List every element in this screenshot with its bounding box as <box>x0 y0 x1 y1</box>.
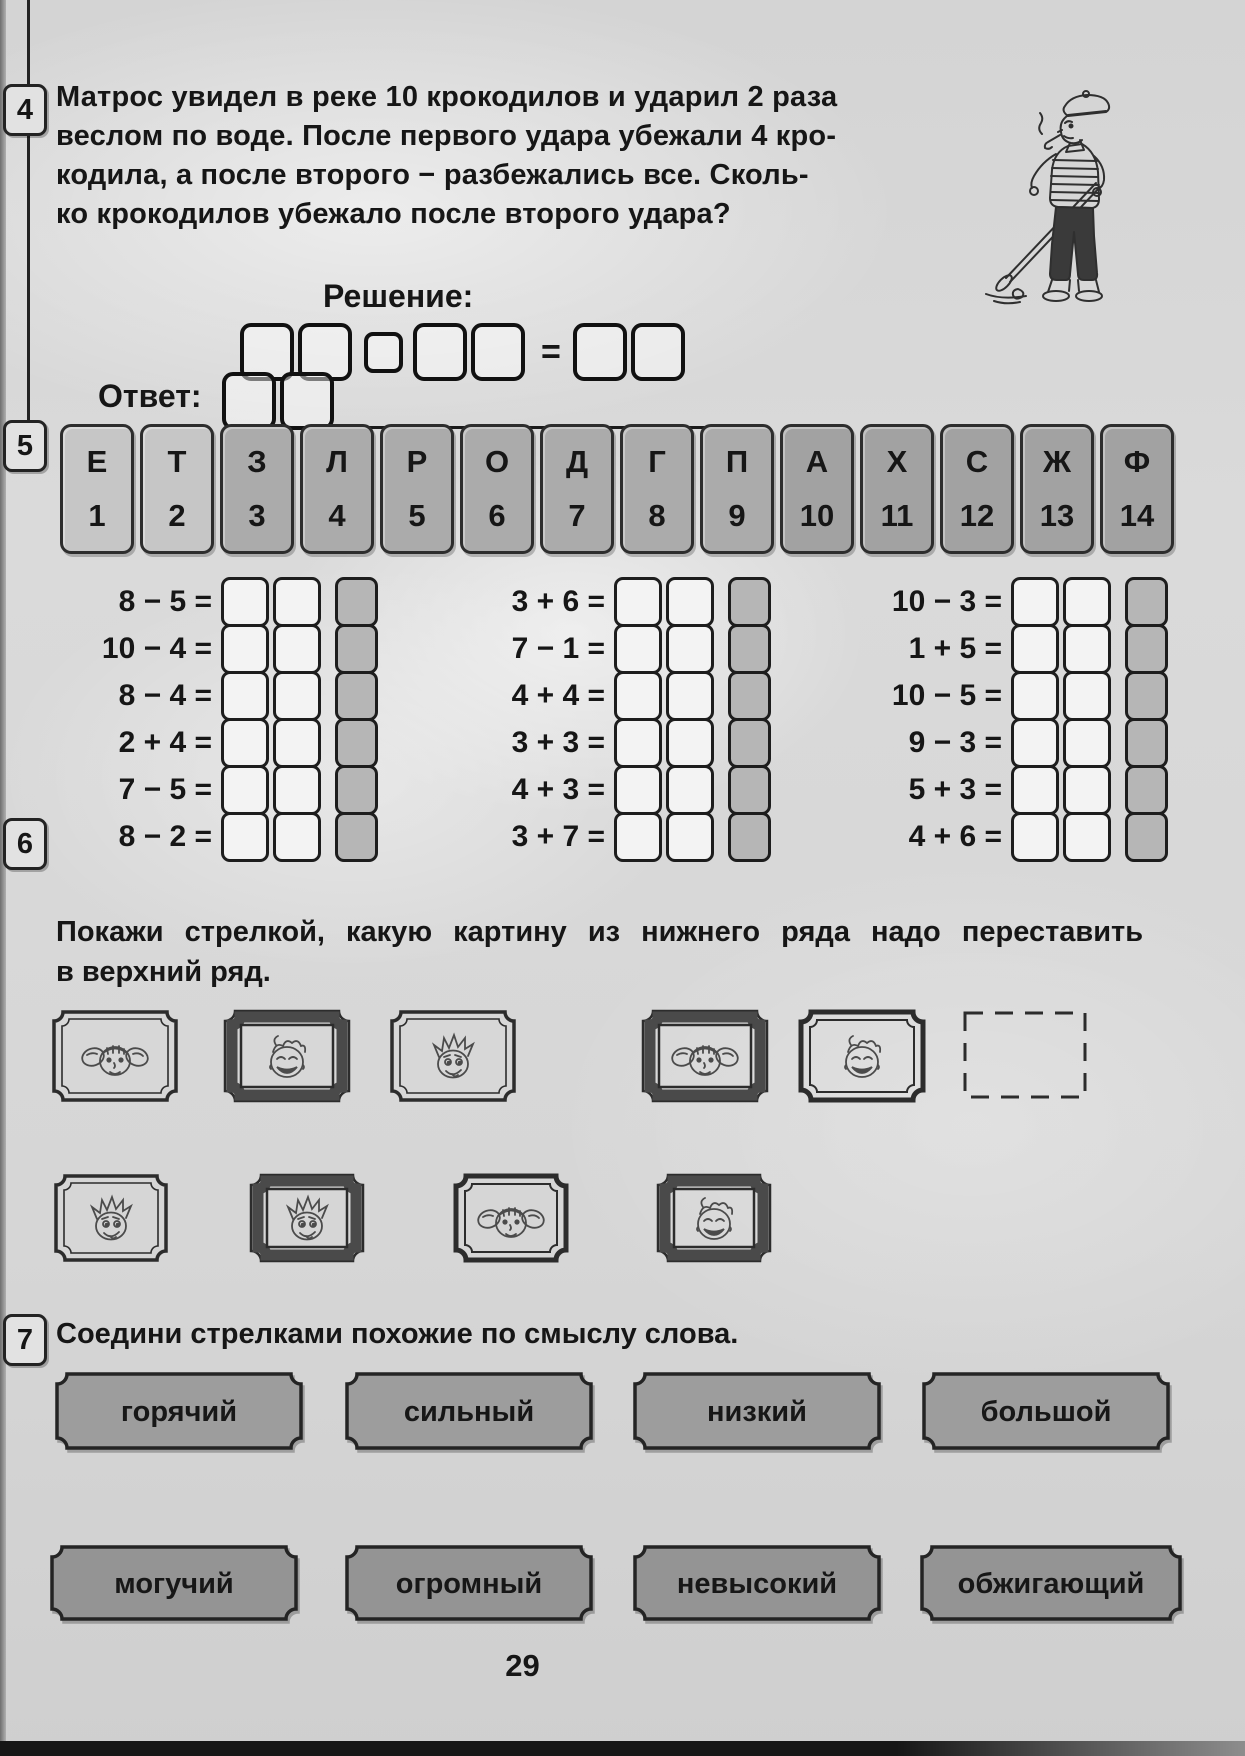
letter-answer-box[interactable] <box>1125 765 1168 815</box>
letter-number-cell <box>220 424 294 554</box>
digit-answer-box[interactable] <box>1011 812 1059 862</box>
task6-instruction-text <box>56 912 1211 992</box>
picture-frame-girl[interactable] <box>452 1172 570 1269</box>
cell-number: 7 <box>568 497 586 533</box>
letter-answer-box[interactable] <box>1125 624 1168 674</box>
letter-answer-box[interactable] <box>335 765 378 815</box>
task4-text-line: кодила, а после второго − разбежались все. Сколь- <box>56 159 809 191</box>
task6-number-badge <box>3 818 47 870</box>
page-number: 29 <box>505 1648 540 1683</box>
cell-letter: С <box>965 444 989 480</box>
task7-instruction-text: Соедини стрелками похожие по смыслу слова. <box>56 1318 739 1350</box>
digit-answer-box[interactable] <box>273 671 321 721</box>
margin-rule <box>27 0 30 470</box>
svg-text:горячий: горячий <box>120 1396 238 1428</box>
digit-answer-box[interactable] <box>1063 577 1111 627</box>
digit-answer-box[interactable] <box>666 671 714 721</box>
equation-text: 4 + 4 = <box>511 678 605 712</box>
cell-number: 1 <box>88 497 106 533</box>
equation-text: 10 − 5 = <box>891 678 1002 712</box>
answer-box[interactable] <box>280 372 334 430</box>
equation-row <box>60 672 378 719</box>
words-top-row <box>0 1372 1245 1452</box>
svg-text:обжигающий: обжигающий <box>957 1568 1145 1600</box>
task5-number-badge <box>3 420 47 472</box>
pictures-bottom-row <box>0 1172 1245 1266</box>
digit-answer-box[interactable] <box>666 812 714 862</box>
task6-number: 6 <box>16 827 34 860</box>
letter-answer-box[interactable] <box>335 812 378 862</box>
equation-row <box>840 813 1168 860</box>
equation-text: 9 − 3 = <box>908 725 1002 759</box>
equation-text: 10 − 4 = <box>101 631 212 665</box>
digit-answer-box[interactable] <box>1063 812 1111 862</box>
cell-number: 13 <box>1039 497 1075 533</box>
digit-answer-box[interactable] <box>1011 671 1059 721</box>
picture-frame-spiky[interactable] <box>52 1172 170 1269</box>
solution-box[interactable] <box>471 323 525 381</box>
page-bottom-bar <box>0 1741 1245 1756</box>
cell-number: 14 <box>1119 497 1155 533</box>
cell-number: 9 <box>728 497 746 533</box>
cell-letter: Е <box>86 444 108 480</box>
equation-column <box>420 578 771 860</box>
letter-number-cell <box>1100 424 1174 554</box>
equation-row <box>60 766 378 813</box>
pictures-top-row <box>0 1008 1245 1106</box>
task4-text-line: веслом по воде. После первого удара убежали 4 кро- <box>56 120 837 152</box>
cell-letter: Р <box>406 444 428 480</box>
letter-number-cell <box>620 424 694 554</box>
equation-text: 1 + 5 = <box>908 631 1002 665</box>
sailor-illustration <box>972 86 1147 321</box>
picture-frame-spiky[interactable] <box>388 1008 518 1109</box>
page-edge-shadow <box>0 0 6 1742</box>
letter-answer-box[interactable] <box>335 671 378 721</box>
letter-answer-box[interactable] <box>728 671 771 721</box>
letter-number-cell <box>60 424 134 554</box>
cell-letter: О <box>484 444 510 480</box>
letter-number-key-table <box>60 424 1174 554</box>
cell-number: 10 <box>799 497 835 533</box>
word-plaque[interactable] <box>633 1545 881 1626</box>
picture-frame-empty-slot[interactable] <box>960 1008 1090 1109</box>
equation-text: 3 + 7 = <box>511 819 605 853</box>
digit-answer-box[interactable] <box>614 765 662 815</box>
letter-answer-box[interactable] <box>1125 718 1168 768</box>
cell-number: 12 <box>959 497 995 533</box>
digit-answer-box[interactable] <box>614 671 662 721</box>
answer-label: Ответ: <box>98 378 202 414</box>
cell-number: 5 <box>408 497 426 533</box>
letter-answer-box[interactable] <box>1125 577 1168 627</box>
digit-answer-box[interactable] <box>221 765 269 815</box>
svg-text:невысокий: невысокий <box>676 1568 838 1600</box>
letter-number-cell <box>460 424 534 554</box>
picture-frame-girl[interactable] <box>640 1008 770 1109</box>
equation-row <box>420 719 771 766</box>
equation-text: 3 + 3 = <box>511 725 605 759</box>
digit-answer-box[interactable] <box>614 718 662 768</box>
equation-row <box>420 766 771 813</box>
digit-answer-box[interactable] <box>273 765 321 815</box>
word-plaque[interactable] <box>50 1545 298 1626</box>
digit-answer-box[interactable] <box>273 718 321 768</box>
task4-number: 4 <box>16 93 34 126</box>
cell-letter: Г <box>648 444 666 480</box>
equation-row <box>420 578 771 625</box>
solution-label: Решение: <box>323 278 474 314</box>
word-plaque[interactable] <box>345 1372 593 1455</box>
digit-answer-box[interactable] <box>1011 718 1059 768</box>
letter-answer-box[interactable] <box>335 577 378 627</box>
equations-grid <box>0 578 1245 868</box>
letter-number-cell <box>860 424 934 554</box>
digit-answer-box[interactable] <box>1011 765 1059 815</box>
equation-row <box>60 625 378 672</box>
equation-text: 8 − 4 = <box>118 678 212 712</box>
letter-answer-box[interactable] <box>728 718 771 768</box>
letter-answer-box[interactable] <box>335 624 378 674</box>
cell-letter: А <box>805 444 829 480</box>
digit-answer-box[interactable] <box>614 577 662 627</box>
cell-number: 6 <box>488 497 506 533</box>
equation-row <box>60 719 378 766</box>
equation-row <box>420 625 771 672</box>
cell-letter: З <box>247 444 267 480</box>
cell-letter: П <box>725 444 749 480</box>
digit-answer-box[interactable] <box>614 624 662 674</box>
equation-row <box>60 578 378 625</box>
digit-answer-box[interactable] <box>666 765 714 815</box>
solution-box[interactable] <box>631 323 685 381</box>
picture-frame-laughing[interactable] <box>222 1008 352 1109</box>
cell-number: 2 <box>168 497 186 533</box>
solution-box[interactable] <box>413 323 467 381</box>
letter-answer-box[interactable] <box>1125 671 1168 721</box>
cell-letter: Ф <box>1123 444 1151 480</box>
digit-answer-box[interactable] <box>221 577 269 627</box>
equation-text: 2 + 4 = <box>118 725 212 759</box>
svg-text:могучий: могучий <box>114 1568 234 1600</box>
cell-number: 4 <box>328 497 346 533</box>
task7-number-badge <box>3 1314 47 1366</box>
digit-answer-box[interactable] <box>666 577 714 627</box>
digit-answer-box[interactable] <box>666 718 714 768</box>
letter-number-cell <box>540 424 614 554</box>
equation-row <box>420 813 771 860</box>
cell-letter: Т <box>167 444 187 480</box>
answer-boxes <box>222 372 338 430</box>
word-plaque[interactable] <box>633 1372 881 1455</box>
word-plaque[interactable] <box>920 1545 1182 1626</box>
digit-answer-box[interactable] <box>666 624 714 674</box>
equation-text: 5 + 3 = <box>908 772 1002 806</box>
letter-number-cell <box>940 424 1014 554</box>
letter-number-cell <box>140 424 214 554</box>
letter-number-cell <box>380 424 454 554</box>
equation-text: 8 − 2 = <box>118 819 212 853</box>
equation-text: 7 − 5 = <box>118 772 212 806</box>
equation-text: 8 − 5 = <box>118 584 212 618</box>
digit-answer-box[interactable] <box>1063 624 1111 674</box>
cell-letter: Д <box>565 444 589 480</box>
task4-text-line: Матрос увидел в реке 10 крокодилов и ударил 2 раза <box>56 81 838 113</box>
equation-row <box>840 672 1168 719</box>
answer-box[interactable] <box>222 372 276 430</box>
word-plaque[interactable] <box>345 1545 593 1626</box>
picture-frame-laughing[interactable] <box>655 1172 773 1269</box>
task4-problem-text <box>56 78 906 234</box>
letter-answer-box[interactable] <box>335 718 378 768</box>
words-bottom-row <box>0 1545 1245 1625</box>
letter-number-cell <box>1020 424 1094 554</box>
equation-text: 7 − 1 = <box>511 631 605 665</box>
cell-letter: Ж <box>1042 444 1072 480</box>
digit-answer-box[interactable] <box>221 671 269 721</box>
task5-number: 5 <box>16 429 34 462</box>
cell-letter: Л <box>326 444 348 480</box>
equation-row <box>420 672 771 719</box>
digit-answer-box[interactable] <box>221 624 269 674</box>
letter-number-cell <box>300 424 374 554</box>
digit-answer-box[interactable] <box>1063 765 1111 815</box>
word-plaque[interactable] <box>55 1372 303 1455</box>
equation-row <box>60 813 378 860</box>
svg-text:огромный: огромный <box>395 1568 543 1600</box>
task4-number-badge <box>3 84 47 136</box>
cell-number: 3 <box>248 497 266 533</box>
picture-frame-spiky[interactable] <box>248 1172 366 1269</box>
digit-answer-box[interactable] <box>1011 577 1059 627</box>
picture-frame-girl[interactable] <box>50 1008 180 1109</box>
digit-answer-box[interactable] <box>273 624 321 674</box>
equation-text: 4 + 6 = <box>908 819 1002 853</box>
equation-row <box>840 719 1168 766</box>
letter-answer-box[interactable] <box>728 812 771 862</box>
word-plaque[interactable] <box>922 1372 1170 1455</box>
cell-letter: Х <box>886 444 908 480</box>
cell-number: 11 <box>880 497 914 533</box>
equation-row <box>840 766 1168 813</box>
equation-text: 10 − 3 = <box>891 584 1002 618</box>
letter-answer-box[interactable] <box>1125 812 1168 862</box>
digit-answer-box[interactable] <box>1063 718 1111 768</box>
equals-sign: = <box>541 332 561 371</box>
solution-box[interactable] <box>573 323 627 381</box>
equation-column <box>840 578 1168 860</box>
operator-box[interactable] <box>364 332 403 373</box>
digit-answer-box[interactable] <box>1011 624 1059 674</box>
letter-number-cell <box>780 424 854 554</box>
task4-text-line: ко крокодилов убежало после второго удара? <box>56 198 731 230</box>
letter-number-cell <box>700 424 774 554</box>
digit-answer-box[interactable] <box>1063 671 1111 721</box>
svg-text:низкий: низкий <box>707 1396 807 1428</box>
digit-answer-box[interactable] <box>221 812 269 862</box>
letter-answer-box[interactable] <box>728 577 771 627</box>
digit-answer-box[interactable] <box>614 812 662 862</box>
equation-column <box>60 578 378 860</box>
digit-answer-box[interactable] <box>273 812 321 862</box>
digit-answer-box[interactable] <box>273 577 321 627</box>
picture-frame-laughing[interactable] <box>797 1008 927 1109</box>
equation-text: 3 + 6 = <box>511 584 605 618</box>
digit-answer-box[interactable] <box>221 718 269 768</box>
cell-number: 8 <box>648 497 666 533</box>
equation-row <box>840 625 1168 672</box>
letter-answer-box[interactable] <box>728 624 771 674</box>
equation-row <box>840 578 1168 625</box>
equation-text: 4 + 3 = <box>511 772 605 806</box>
svg-text:большой: большой <box>980 1396 1112 1428</box>
task6-text-line: в верхний ряд. <box>56 956 271 988</box>
task7-number: 7 <box>16 1323 34 1356</box>
letter-answer-box[interactable] <box>728 765 771 815</box>
task6-text-line: Покажи стрелкой, какую картину из нижнего ряда надо переставить <box>56 916 1144 948</box>
svg-text:сильный: сильный <box>403 1396 535 1428</box>
